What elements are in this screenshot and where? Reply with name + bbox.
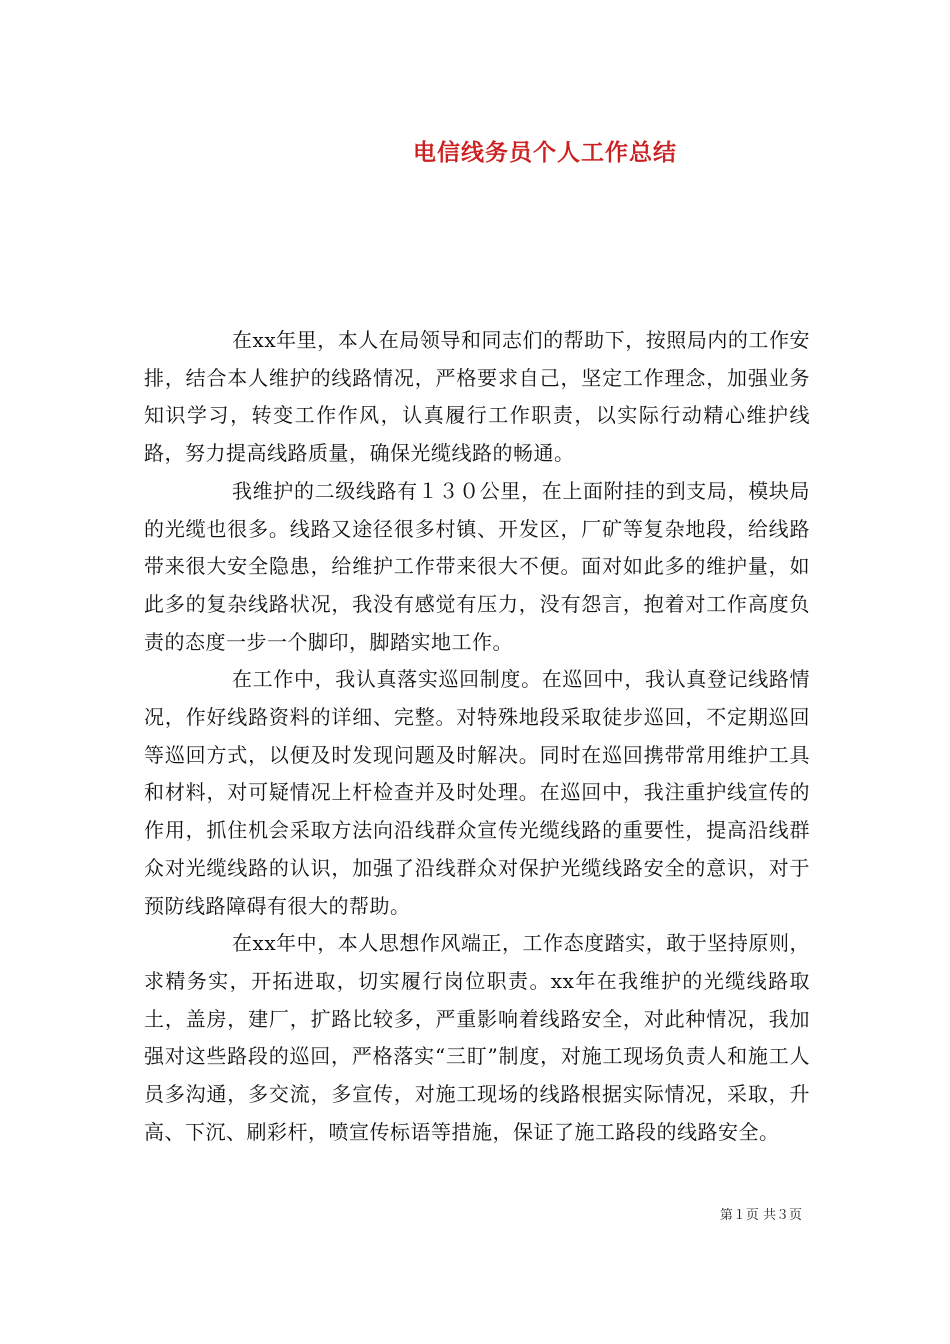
paragraph-3: 在工作中，我认真落实巡回制度。在巡回中，我认真登记线路情况，作好线路资料的详细、完整。对特殊地段采取徒步巡回，不定期巡回等巡回方式，以便及时发现问题及时解决。同时在巡回携带常用维护工具和材料，对可疑情况上杆检查并及时处理。在巡回中，我注重护线宣传的作用，抓住机会采取方法向沿线群众宣传光缆线路的重要性，提高沿线群众对光缆线路的认识，加强了沿线群众对保护光缆线路安全的意识，对于预防线路障碍有很大的帮助。 <box>144 667 810 918</box>
page-title: 电信线务员个人工作总结 <box>413 140 677 166</box>
paragraph-1: 在xx年里，本人在局领导和同志们的帮助下，按照局内的工作安排，结合本人维护的线路情况，严格要求自己，坚定工作理念，加强业务知识学习，转变工作作风，认真履行工作职责，以实际行动精心维护线路，努力提高线路质量，确保光缆线路的畅通。 <box>144 328 810 466</box>
paragraph-4: 在xx年中，本人思想作风端正，工作态度踏实，敢于坚持原则，求精务实，开拓进取，切实履行岗位职责。xx年在我维护的光缆线路取土，盖房，建厂，扩路比较多，严重影响着线路安全，对此种情况，我加强对这些路段的巡回，严格落实“三盯”制度，对施工现场负责人和施工人员多沟通，多交流，多宣传，对施工现场的线路根据实际情况，采取，升高、下沉、刷彩杆，喷宣传标语等措施，保证了施工路段的线路安全。 <box>144 931 810 1144</box>
paragraph-2: 我维护的二级线路有１３０公里，在上面附挂的到支局，模块局的光缆也很多。线路又途径很多村镇、开发区，厂矿等复杂地段，给线路带来很大安全隐患，给维护工作带来很大不便。面对如此多的维护量，如此多的复杂线路状况，我没有感觉有压力，没有怨言，抱着对工作高度负责的态度一步一个脚印，脚踏实地工作。 <box>144 478 810 654</box>
page-number: 第１页 共３页 <box>719 1208 802 1223</box>
document-body <box>144 322 810 1151</box>
